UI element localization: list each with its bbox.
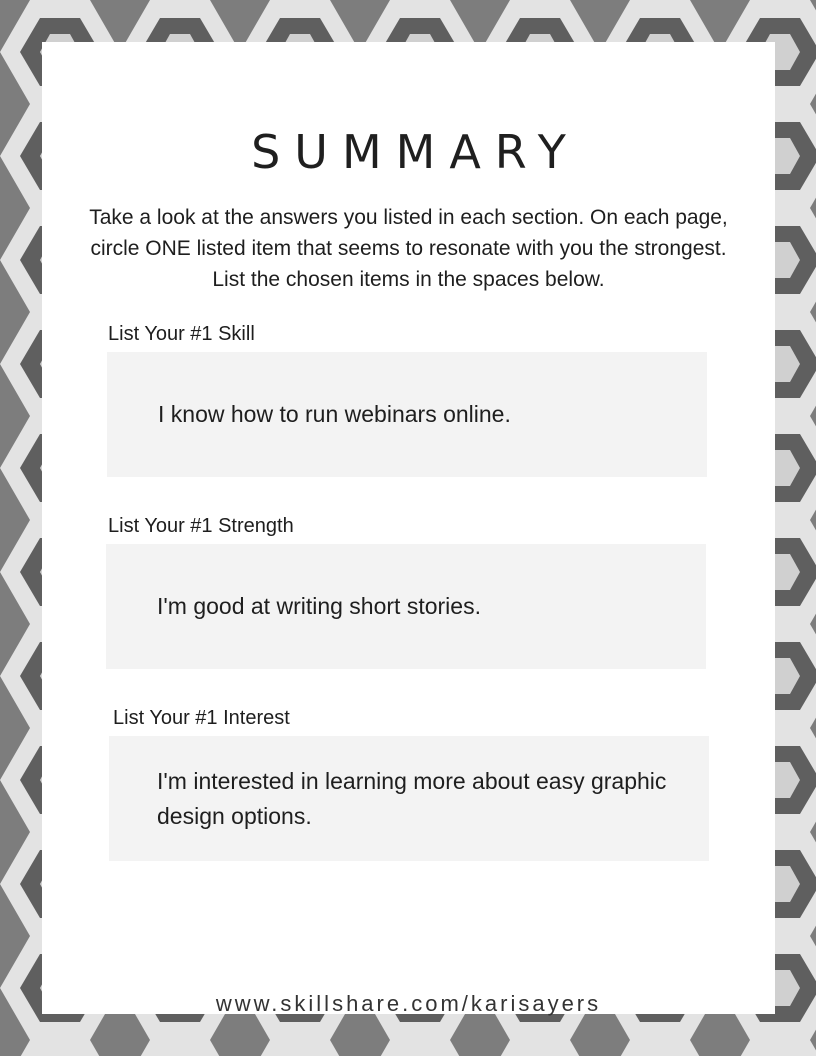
- interest-answer: I'm interested in learning more about easy graphic design options.: [157, 768, 667, 829]
- interest-label: List Your #1 Interest: [113, 707, 290, 729]
- page-title: SUMMARY: [251, 125, 580, 179]
- footer-url: www.skillshare.com/karisayers: [215, 991, 602, 1016]
- instructions-text: Take a look at the answers you listed in each section. On each page, circle ONE listed item that seems to resonate with you the strongest. List the chosen items in the spaces below.: [89, 206, 728, 291]
- summary-worksheet: [42, 42, 775, 1014]
- strength-answer: I'm good at writing short stories.: [157, 593, 481, 619]
- strength-answer-box[interactable]: [106, 544, 706, 669]
- strength-label: List Your #1 Strength: [108, 515, 294, 537]
- skill-answer: I know how to run webinars online.: [158, 401, 511, 427]
- interest-answer-box[interactable]: [109, 736, 709, 861]
- skill-answer-box[interactable]: [107, 352, 707, 477]
- skill-label: List Your #1 Skill: [108, 323, 255, 345]
